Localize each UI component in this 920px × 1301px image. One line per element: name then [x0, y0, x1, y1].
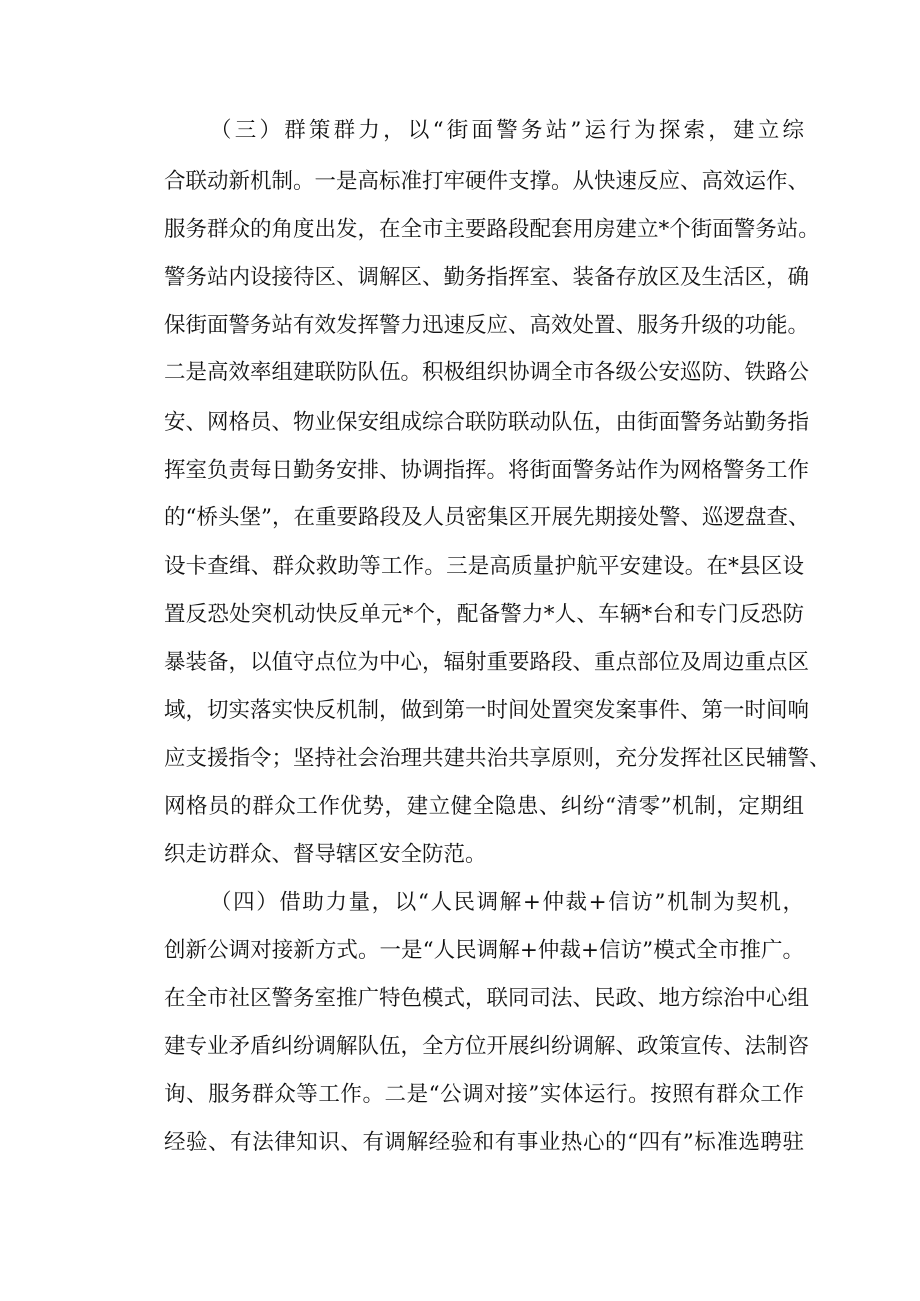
- paragraph-3-line-3: 服务群众的角度出发，在全市主要路段配套用房建立*个街面警务站。: [164, 217, 820, 242]
- paragraph-3-line-9: 的“桥头堡”，在重要路段及人员密集区开展先期接处警、巡逻盘查、: [164, 505, 810, 530]
- paragraph-3-line-8: 挥室负责每日勤务安排、协调指挥。将街面警务站作为网格警务工作: [164, 458, 810, 483]
- paragraph-3-line-6: 二是高效率组建联防队伍。积极组织协调全市各级公安巡防、铁路公: [164, 360, 810, 385]
- paragraph-3-line-2: 合联动新机制。一是高标准打牢硬件支撑。从快速反应、高效运作、: [164, 169, 810, 194]
- paragraph-3-line-4: 警务站内设接待区、调解区、勤务指挥室、装备存放区及生活区，确: [164, 265, 810, 290]
- paragraph-3-line-13: 域，切实落实快反机制，做到第一时间处置突发案事件、第一时间响: [164, 698, 810, 723]
- paragraph-3-line-15: 网格员的群众工作优势，建立健全隐患、纠纷“清零”机制，定期组: [164, 794, 804, 819]
- paragraph-4-line-4: 建专业矛盾纠纷调解队伍，全方位开展纠纷调解、政策宣传、法制咨: [164, 1034, 810, 1059]
- paragraph-3-line-1: （三）群策群力，以“街面警务站”运行为探索，建立综: [210, 118, 804, 143]
- paragraph-3-line-5: 保街面警务站有效发挥警力迅速反应、高效处置、服务升级的功能。: [164, 313, 810, 338]
- paragraph-3-line-10: 设卡查缉、群众救助等工作。三是高质量护航平安建设。在*县区设: [164, 554, 804, 579]
- paragraph-4-line-1: （四）借助力量，以“人民调解+仲裁+信访”机制为契机，: [210, 890, 804, 915]
- paragraph-3-line-11: 置反恐处突机动快反单元*个，配备警力*人、车辆*台和专门反恐防: [164, 602, 804, 627]
- paragraph-4-line-5: 询、服务群众等工作。二是“公调对接”实体运行。按照有群众工作: [164, 1082, 804, 1107]
- paragraph-3-line-16: 织走访群众、督导辖区安全防范。: [164, 842, 487, 867]
- paragraph-3-line-12: 暴装备，以值守点位为中心，辐射重要路段、重点部位及周边重点区: [164, 650, 810, 675]
- paragraph-4-line-3: 在全市社区警务室推广特色模式，联同司法、民政、地方综治中心组: [164, 986, 810, 1011]
- paragraph-4-line-6: 经验、有法律知识、有调解经验和有事业热心的“四有”标准选聘驻: [164, 1130, 804, 1155]
- paragraph-3-line-14: 应支援指令；坚持社会治理共建共治共享原则，充分发挥社区民辅警、: [164, 746, 831, 771]
- paragraph-3-line-7: 安、网格员、物业保安组成综合联防联动队伍，由街面警务站勤务指: [164, 410, 810, 435]
- paragraph-4-line-2: 创新公调对接新方式。一是“人民调解+仲裁+信访”模式全市推广。: [164, 938, 804, 963]
